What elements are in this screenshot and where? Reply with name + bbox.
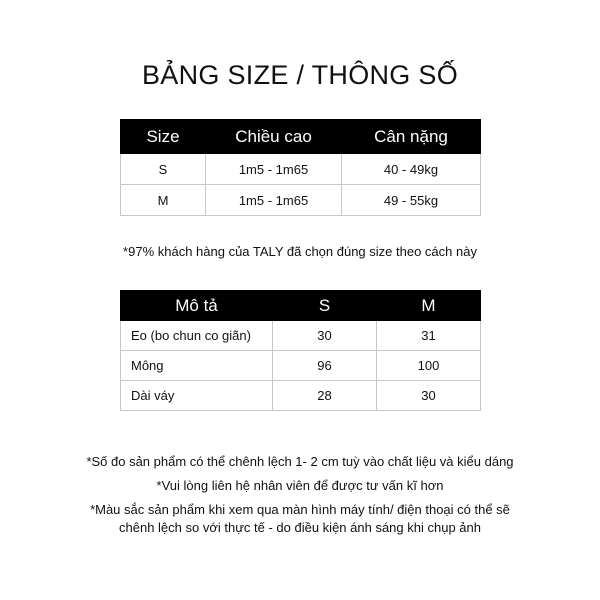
column-header-height: Chiều cao xyxy=(206,120,342,154)
column-header-s: S xyxy=(273,291,377,321)
footnote-color-line1: *Màu sắc sản phẩm khi xem qua màn hình máy tính/ điện thoại có thể sẽ xyxy=(90,502,510,517)
cell-s: 28 xyxy=(273,381,377,411)
cell-weight: 40 - 49kg xyxy=(342,154,481,185)
column-header-m: M xyxy=(377,291,481,321)
table-row xyxy=(121,185,481,216)
measurement-table xyxy=(120,290,481,411)
footnote-measurement: *Số đo sản phẩm có thể chênh lệch 1- 2 cm tuỳ vào chất liệu và kiểu dáng xyxy=(86,454,514,469)
cell-description: Mông xyxy=(121,351,273,381)
size-note: *97% khách hàng của TALY đã chọn đúng size theo cách này xyxy=(123,244,477,259)
cell-s: 96 xyxy=(273,351,377,381)
cell-s: 30 xyxy=(273,321,377,351)
cell-size: S xyxy=(121,154,206,185)
table-row xyxy=(121,351,481,381)
column-header-description: Mô tả xyxy=(121,291,273,321)
cell-m: 30 xyxy=(377,381,481,411)
cell-height: 1m5 - 1m65 xyxy=(206,185,342,216)
footnote-color-line2: chênh lệch so với thực tế - do điều kiện ánh sáng khi chụp ảnh xyxy=(119,520,481,535)
cell-height: 1m5 - 1m65 xyxy=(206,154,342,185)
column-header-size: Size xyxy=(121,120,206,154)
table-row xyxy=(121,321,481,351)
table-row xyxy=(121,381,481,411)
cell-size: M xyxy=(121,185,206,216)
page-title: BẢNG SIZE / THÔNG SỐ xyxy=(141,60,459,90)
cell-m: 31 xyxy=(377,321,481,351)
size-table xyxy=(120,119,481,216)
table-header-row xyxy=(121,120,481,154)
cell-weight: 49 - 55kg xyxy=(342,185,481,216)
cell-description: Eo (bo chun co giãn) xyxy=(121,321,273,351)
table-header-row xyxy=(121,291,481,321)
cell-description: Dài váy xyxy=(121,381,273,411)
cell-m: 100 xyxy=(377,351,481,381)
column-header-weight: Cân nặng xyxy=(342,120,481,154)
footnote-contact: *Vui lòng liên hệ nhân viên để được tư vấn kĩ hơn xyxy=(156,478,444,493)
table-row xyxy=(121,154,481,185)
